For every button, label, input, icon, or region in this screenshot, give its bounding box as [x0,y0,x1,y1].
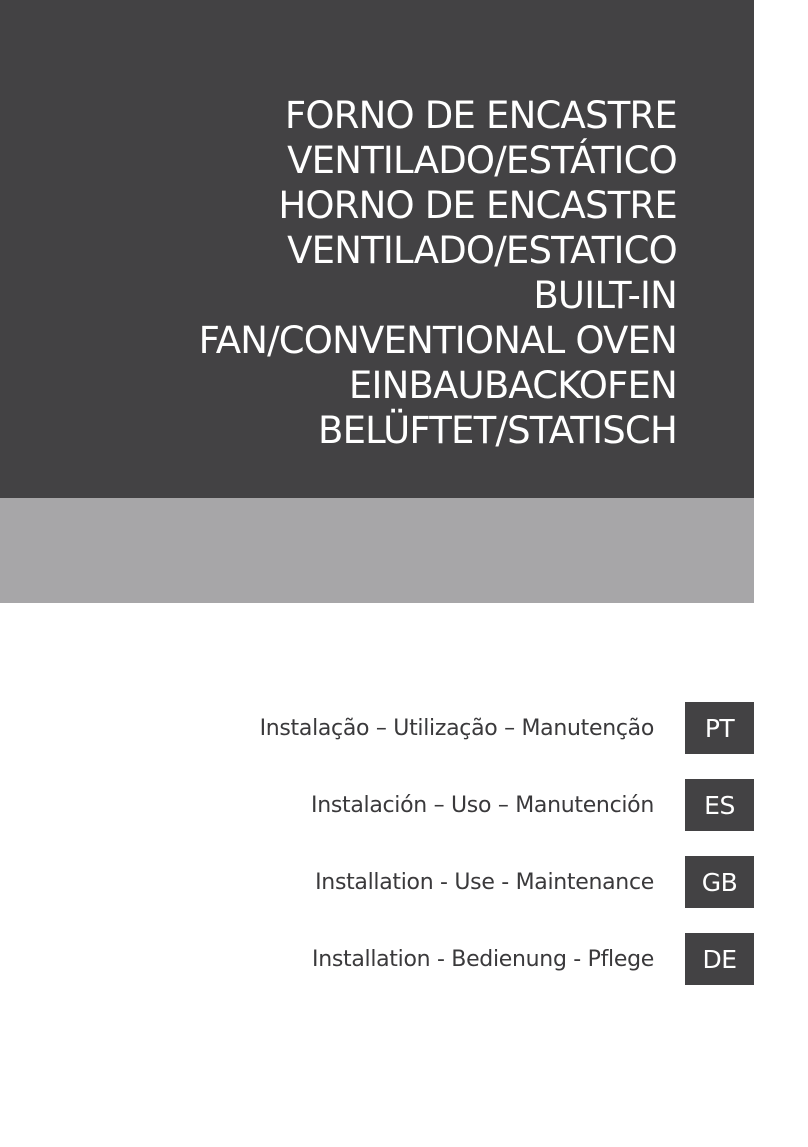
language-description: Installation - Use - Maintenance [315,869,654,895]
title-block [0,93,677,453]
title-de-line2: BELÜFTET/STATISCH [317,409,677,452]
language-code-badge: PT [685,702,754,754]
title-panel [0,0,754,498]
language-description: Instalación – Uso – Manutención [311,792,654,818]
language-row-es [54,779,754,831]
language-description: Instalação – Utilização – Manutenção [259,715,654,741]
language-code-badge: GB [685,856,754,908]
title-gb-line2: FAN/CONVENTIONAL OVEN [198,319,677,362]
language-code-badge: DE [685,933,754,985]
language-row-gb [54,856,754,908]
language-description: Installation - Bedienung - Pflege [312,946,654,972]
decorative-band [0,498,754,603]
language-code-badge: ES [685,779,754,831]
language-row-de [54,933,754,985]
language-row-pt [54,702,754,754]
title-pt-line1: FORNO DE ENCASTRE [284,94,677,137]
title-es-line1: HORNO DE ENCASTRE [278,184,677,227]
title-de-line1: EINBAUBACKOFEN [348,364,677,407]
title-gb-line1: BUILT-IN [533,274,677,317]
title-pt-line2: VENTILADO/ESTÁTICO [287,139,677,182]
title-es-line2: VENTILADO/ESTATICO [287,229,677,272]
